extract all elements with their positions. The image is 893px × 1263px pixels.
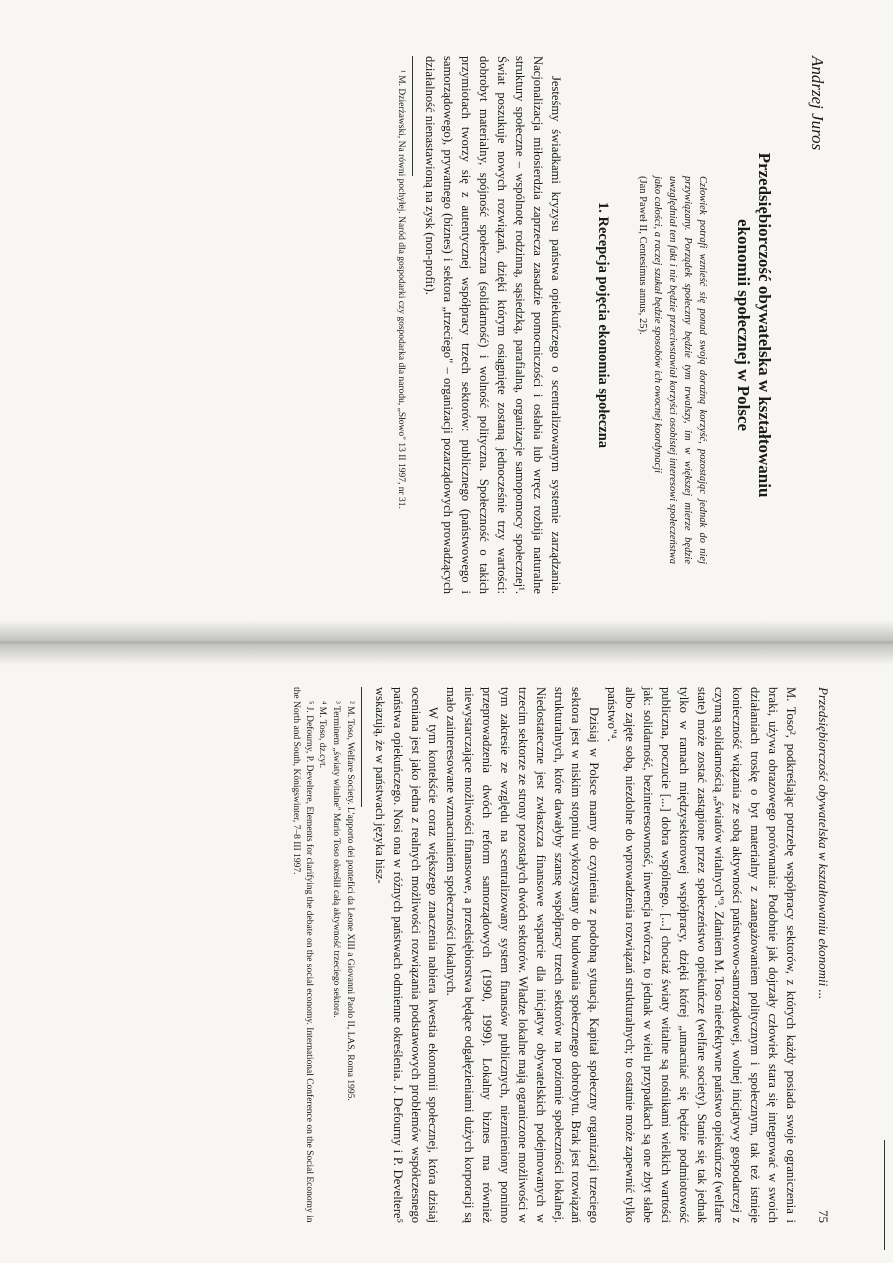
footnote-2: ² M. Toso, Welfare Society. L'apporto dei pontefici da Leone XIII a Giovanni Paolo II, LAS, Roma 1995.	[345, 701, 355, 1101]
footnote-3: ³ Terminem „światy witalne" Mario Toso określił całą aktywność trzeciego sektora.	[331, 701, 342, 1018]
title-line-1: Przedsiębiorczość obywatelska w kształtowaniu	[755, 152, 774, 498]
book-gutter-shadow	[0, 620, 893, 665]
footnote-rule	[361, 687, 362, 807]
left-footnotes	[394, 56, 407, 594]
right-paragraph-2: Dzisiaj w Polsce mamy do czynienia z podobną sytuacją. Kapitał społeczny organizacji trzeciego sektora jest w niskim stopniu wykorzystany do budowania społecznego dobrobytu. Brak jest rozwiązań strukturalnych, które dawałyby szansę współpracy trzech sektorów na poziomie społeczności lokalnej. Niedostateczne jest zwłaszcza finansowe wsparcie dla inicjatyw obywatelskich podejmowanych w trzecim sektorze ze strony pozostałych dwóch sektorów. Władze lokalne mają ograniczone możliwości w tym zakresie ze względu na scentralizowany system finansów publicznych, niezmieniony pomimo przeprowadzenia dwóch reform samorządowych (1990, 1999). Lokalny biznes ma również niewystarczające możliwości finansowe, a przedsiębiorstwa będące odgałęzieniami dużych korporacji są mało zainteresowane wzmacnianiem społeczności lokalnych.	[444, 687, 602, 1223]
right-page	[0, 665, 893, 1263]
running-head-title: Przedsiębiorczość obywatelska w kształtowaniu ekonomii ...	[816, 687, 831, 1000]
left-page	[0, 0, 893, 620]
section-heading: 1. Recepcja pojęcia ekonomia społeczna	[594, 201, 611, 449]
article-title	[733, 56, 776, 594]
page-number: 75	[816, 1210, 831, 1223]
running-head	[815, 687, 831, 1223]
footnote-5: ⁵ J. Defourny, P. Develtere, Elements for clarifying the debate on the social economy. International Conference on the Social Economy in the North and South, Königswinter, 7–8 III 1997.	[290, 687, 314, 1223]
left-paragraph: Jesteśmy świadkami kryzysu państwa opiekuńczego o scentralizowanym systemie zarządzania. Nacjonalizacja miłosierdzia zaprzecza zasadzie pomocniczości i osłabia lub wręcz rozbija naturalne struktury społeczne – wspólnotę rodzinną, sąsiedzką, parafialną, organizacje samopomocy społecznej¹. Świat poszukuje nowych rozwiązań, dzięki którym osiągnięte zostaną jednocześnie trzy wartości: dobrobyt materialny, spójność społeczna (solidarność) i wolność polityczna. Społeczność o takich przymiotach tworzy się z autentycznej współpracy trzech sektorów: publicznego (państwowego i samorządowego), prywatnego (biznes) i sektora „trzeciego" – organizacji pozarządowych prowadzących działalność nienastawioną na zysk (non-profit).	[423, 56, 563, 594]
footnote-4: ⁴ M. Toso, dz.cyt.	[317, 701, 328, 769]
footnote-1: ¹ M. Dzierżawski, Na równi pochyłej. Naród dla gospodarki czy gospodarka dla narodu, „Słowo" 13 II 1997, nr 31.	[395, 70, 406, 509]
title-line-2: ekonomii społecznej w Polsce	[733, 219, 753, 431]
right-footnotes	[289, 687, 356, 1223]
epigraph-source: (Jan Paweł II, Centesimus annus, 25).	[636, 176, 648, 335]
left-body-text	[421, 56, 564, 594]
right-paragraph-1: M. Toso², podkreślając potrzebę współpracy sektorów, z których każdy posiada swoje ograniczenia i braki, używa obrazowego porównania: Podobnie jak dojrzały człowiek stara się integrować w swoich działaniach troskę o byt materialny z zaangażowaniem politycznym i społecznym, tak też istnieje konieczność wiązania ze sobą aktywności państwowo-samorządowej, wolnej inicjatywy gospodarczej z czynną solidarnością „światów witalnych"³. Zdaniem M. Toso nieefektywne państwo opiekuńcze (welfare state) może zostać zastąpione przez społeczeństwo opiekuńcze (welfare society). Stanie się tak jednak tylko w ramach międzysektorowej współpracy, dzięki której „umacniać się będzie podmiotowość publiczna, poczucie [...] dobra wspólnego. [...] chociaż światy witalne są nośnikami wielkich wartości jak: solidarność, bezinteresowność, inwencja twórcza, to jednak w wielu przypadkach są one zbyt słabe albo zajęte sobą, niezdolne do wprowadzenia rozwiązań strukturalnych; to ostatnie może zapewnić tylko państwo"⁴.	[605, 687, 798, 1223]
footnote-rule	[412, 56, 413, 176]
right-paragraph-3: W tym kontekście coraz większego znaczenia nabiera kwestia ekonomii społecznej, która dzisiaj oceniana jest jako jedna z realnych możliwości rozwiązania podstawowych problemów współczesnego państwa opiekuńczego. Nosi ona w różnych państwach odmienne określenia. J. Defourny i P. Develtere⁵ wskazują, że w państwach języka hisz-	[372, 687, 441, 1223]
author-name: Andrzej Juros	[808, 56, 827, 151]
right-body-text	[370, 687, 799, 1223]
epigraph: Człowiek potrafi wznieść się ponad swoją doraźną korzyść, pozostając jednak do niej przywiązany. Porządek społeczny będzie tym trwalszy, im w większej mierze będzie uwzględniał ten fakt i nie będzie przeciwstawiał korzyści osobistej interesowi społeczeństwa jako całości, a raczej szukał będzie sposobów ich owocnej koordynacji	[651, 176, 709, 564]
